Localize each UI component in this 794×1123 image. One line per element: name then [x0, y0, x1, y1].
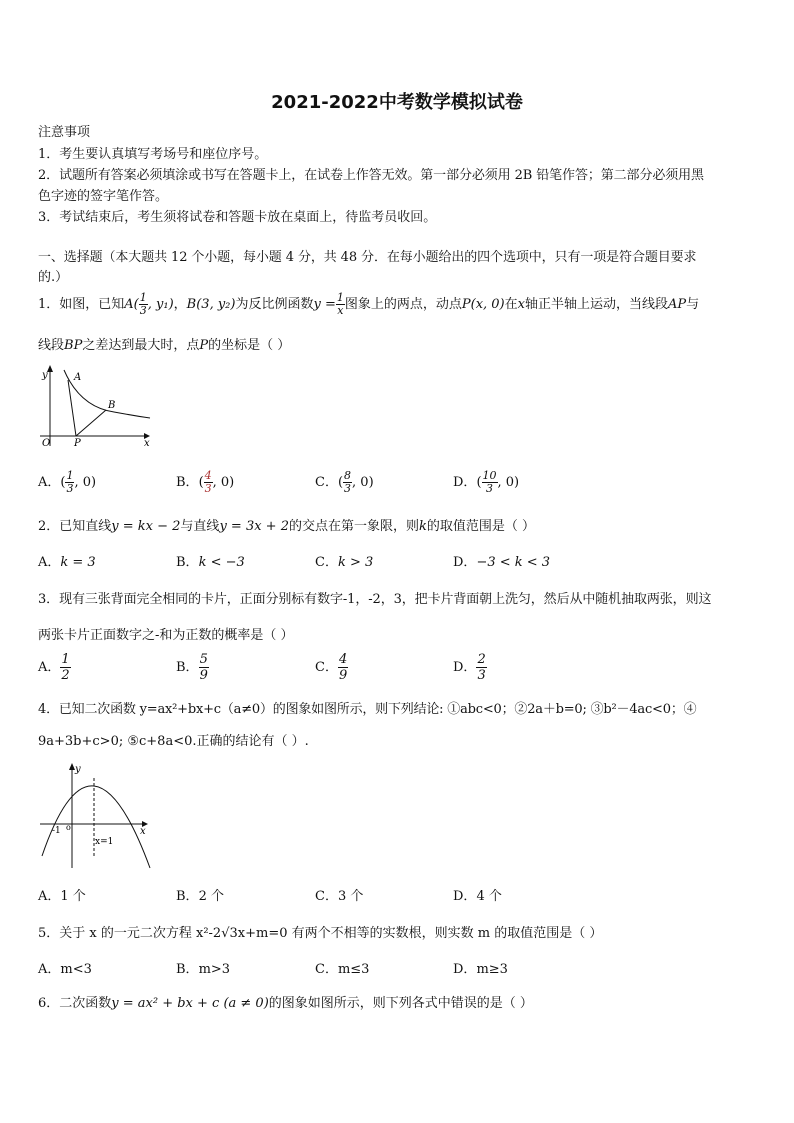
question-4-line-1: 4．已知二次函数 y=ax²+bx+c（a≠0）的图象如图所示，则下列结论: ①abc<0；②2a＋b=0; ③b²－4ac<0；④ [38, 702, 697, 717]
q1-option-b[interactable]: B．( $\frac{4}{3}$ , 0) [176, 469, 235, 495]
question-1-line-1: 1．如图，已知A( $\frac{1}{3}$ , y₁)，B(3, y₂)为反比例函数y = $\frac{1}{x}$ 图象上的两点，动点P(x, 0)在x轴正半轴上运动，当线段AP与 [38, 291, 700, 317]
q1-graph [36, 362, 152, 448]
section-heading: 一、选择题（本大题共 12 个小题，每小题 4 分，共 48 分．在每小题给出的四个选项中，只有一项是符合题目要求 [38, 250, 697, 265]
q1-function: y = [313, 297, 336, 312]
y-label: y [75, 764, 81, 775]
question-1-line-2: 线段BP之差达到最大时，点P的坐标是（ ） [38, 338, 291, 353]
notice-item-1: 1．考生要认真填写考场号和座位序号。 [38, 147, 268, 162]
q5-option-d[interactable]: D．m≥3 [453, 962, 508, 977]
x-label: x [140, 826, 146, 837]
sqrt-three: √3 [221, 926, 238, 941]
question-2: 2．已知直线y = kx − 2与直线y = 3x + 2的交点在第一象限，则k的取值范围是（ ） [38, 519, 536, 534]
notice-item-2-cont: 色字迹的签字笔作答。 [38, 189, 169, 204]
point-p-label: P [74, 438, 81, 448]
q1-point-b: B(3, y₂) [186, 297, 236, 312]
section-heading-cont: 的.） [38, 270, 69, 285]
question-5: 5．关于 x 的一元二次方程 x²-2√3x+m=0 有两个不相等的实数根，则实数 m 的取值范围是（ ） [38, 926, 603, 941]
q3-option-c[interactable]: C． $\frac{4}{9}$ [315, 652, 348, 683]
question-4-line-2: 9a+3b+c>0; ⑤c+8a<0.正确的结论有（ ）. [38, 734, 309, 749]
page-title: 2021-2022中考数学模拟试卷 [271, 92, 523, 113]
question-3-line-1: 3．现有三张背面完全相同的卡片，正面分别标有数字-1，-2，3，把卡片背面朝上洗匀，然后从中随机抽取两张，则这 [38, 592, 712, 607]
y-axis-arrow-icon [47, 365, 53, 372]
q1-option-d[interactable]: D．( $\frac{10}{3}$ , 0) [453, 469, 520, 495]
q4-option-d[interactable]: D．4 个 [453, 889, 502, 904]
q2-option-c[interactable]: C．k > 3 [315, 555, 374, 570]
q2-option-d[interactable]: D．−3 < k < 3 [453, 555, 551, 570]
q1-option-a[interactable]: A．( $\frac{1}{3}$ , 0) [38, 469, 97, 495]
q1-text: 1．如图，已知 [38, 297, 125, 312]
symmetry-axis-label: x=1 [95, 837, 114, 847]
q5-option-c[interactable]: C．m≤3 [315, 962, 370, 977]
q4-option-a[interactable]: A．1 个 [38, 889, 86, 904]
question-6: 6．二次函数y = ax² + bx + c (a ≠ 0)的图象如图所示，则下列各式中错误的是（ ） [38, 996, 533, 1011]
q4-option-b[interactable]: B．2 个 [176, 889, 224, 904]
q3-option-d[interactable]: D． $\frac{2}{3}$ [453, 652, 486, 683]
q3-option-a[interactable]: A． $\frac{1}{2}$ [38, 652, 70, 683]
q1-point-p: P(x, 0) [461, 297, 505, 312]
point-a-label: A [74, 372, 82, 383]
origin-label: o [66, 823, 71, 832]
q4-graph [36, 760, 154, 870]
question-3-line-2: 两张卡片正面数字之-和为正数的概率是（ ） [38, 628, 294, 643]
q2-option-a[interactable]: A．k = 3 [38, 555, 96, 570]
segment-bp [76, 410, 106, 436]
origin-label: O [42, 438, 51, 448]
notice-item-2: 2．试题所有答案必须填涂或书写在答题卡上，在试卷上作答无效。第一部分必须用 2B 铅笔作答；第二部分必须用黑 [38, 168, 704, 183]
neg-one-label: -1 [52, 826, 61, 836]
q1-option-c[interactable]: C．( $\frac{8}{3}$ , 0) [315, 469, 374, 495]
q1-point-a-frac: $\frac{1}{3}$ [139, 291, 147, 317]
notice-item-3: 3．考试结束后，考生须将试卷和答题卡放在桌面上，待监考员收回。 [38, 210, 437, 225]
q5-option-b[interactable]: B．m>3 [176, 962, 231, 977]
q5-option-a[interactable]: A．m<3 [38, 962, 92, 977]
x-label: x [144, 438, 150, 448]
y-label: y [42, 370, 48, 381]
q1-function-frac: $\frac{1}{x}$ [336, 291, 344, 317]
q2-option-b[interactable]: B．k < −3 [176, 555, 245, 570]
notice-heading: 注意事项 [38, 125, 91, 140]
q4-option-c[interactable]: C．3 个 [315, 889, 364, 904]
point-b-label: B [108, 400, 116, 411]
q1-point-a: A( [124, 297, 139, 312]
q3-option-b[interactable]: B． $\frac{5}{9}$ [176, 652, 208, 683]
